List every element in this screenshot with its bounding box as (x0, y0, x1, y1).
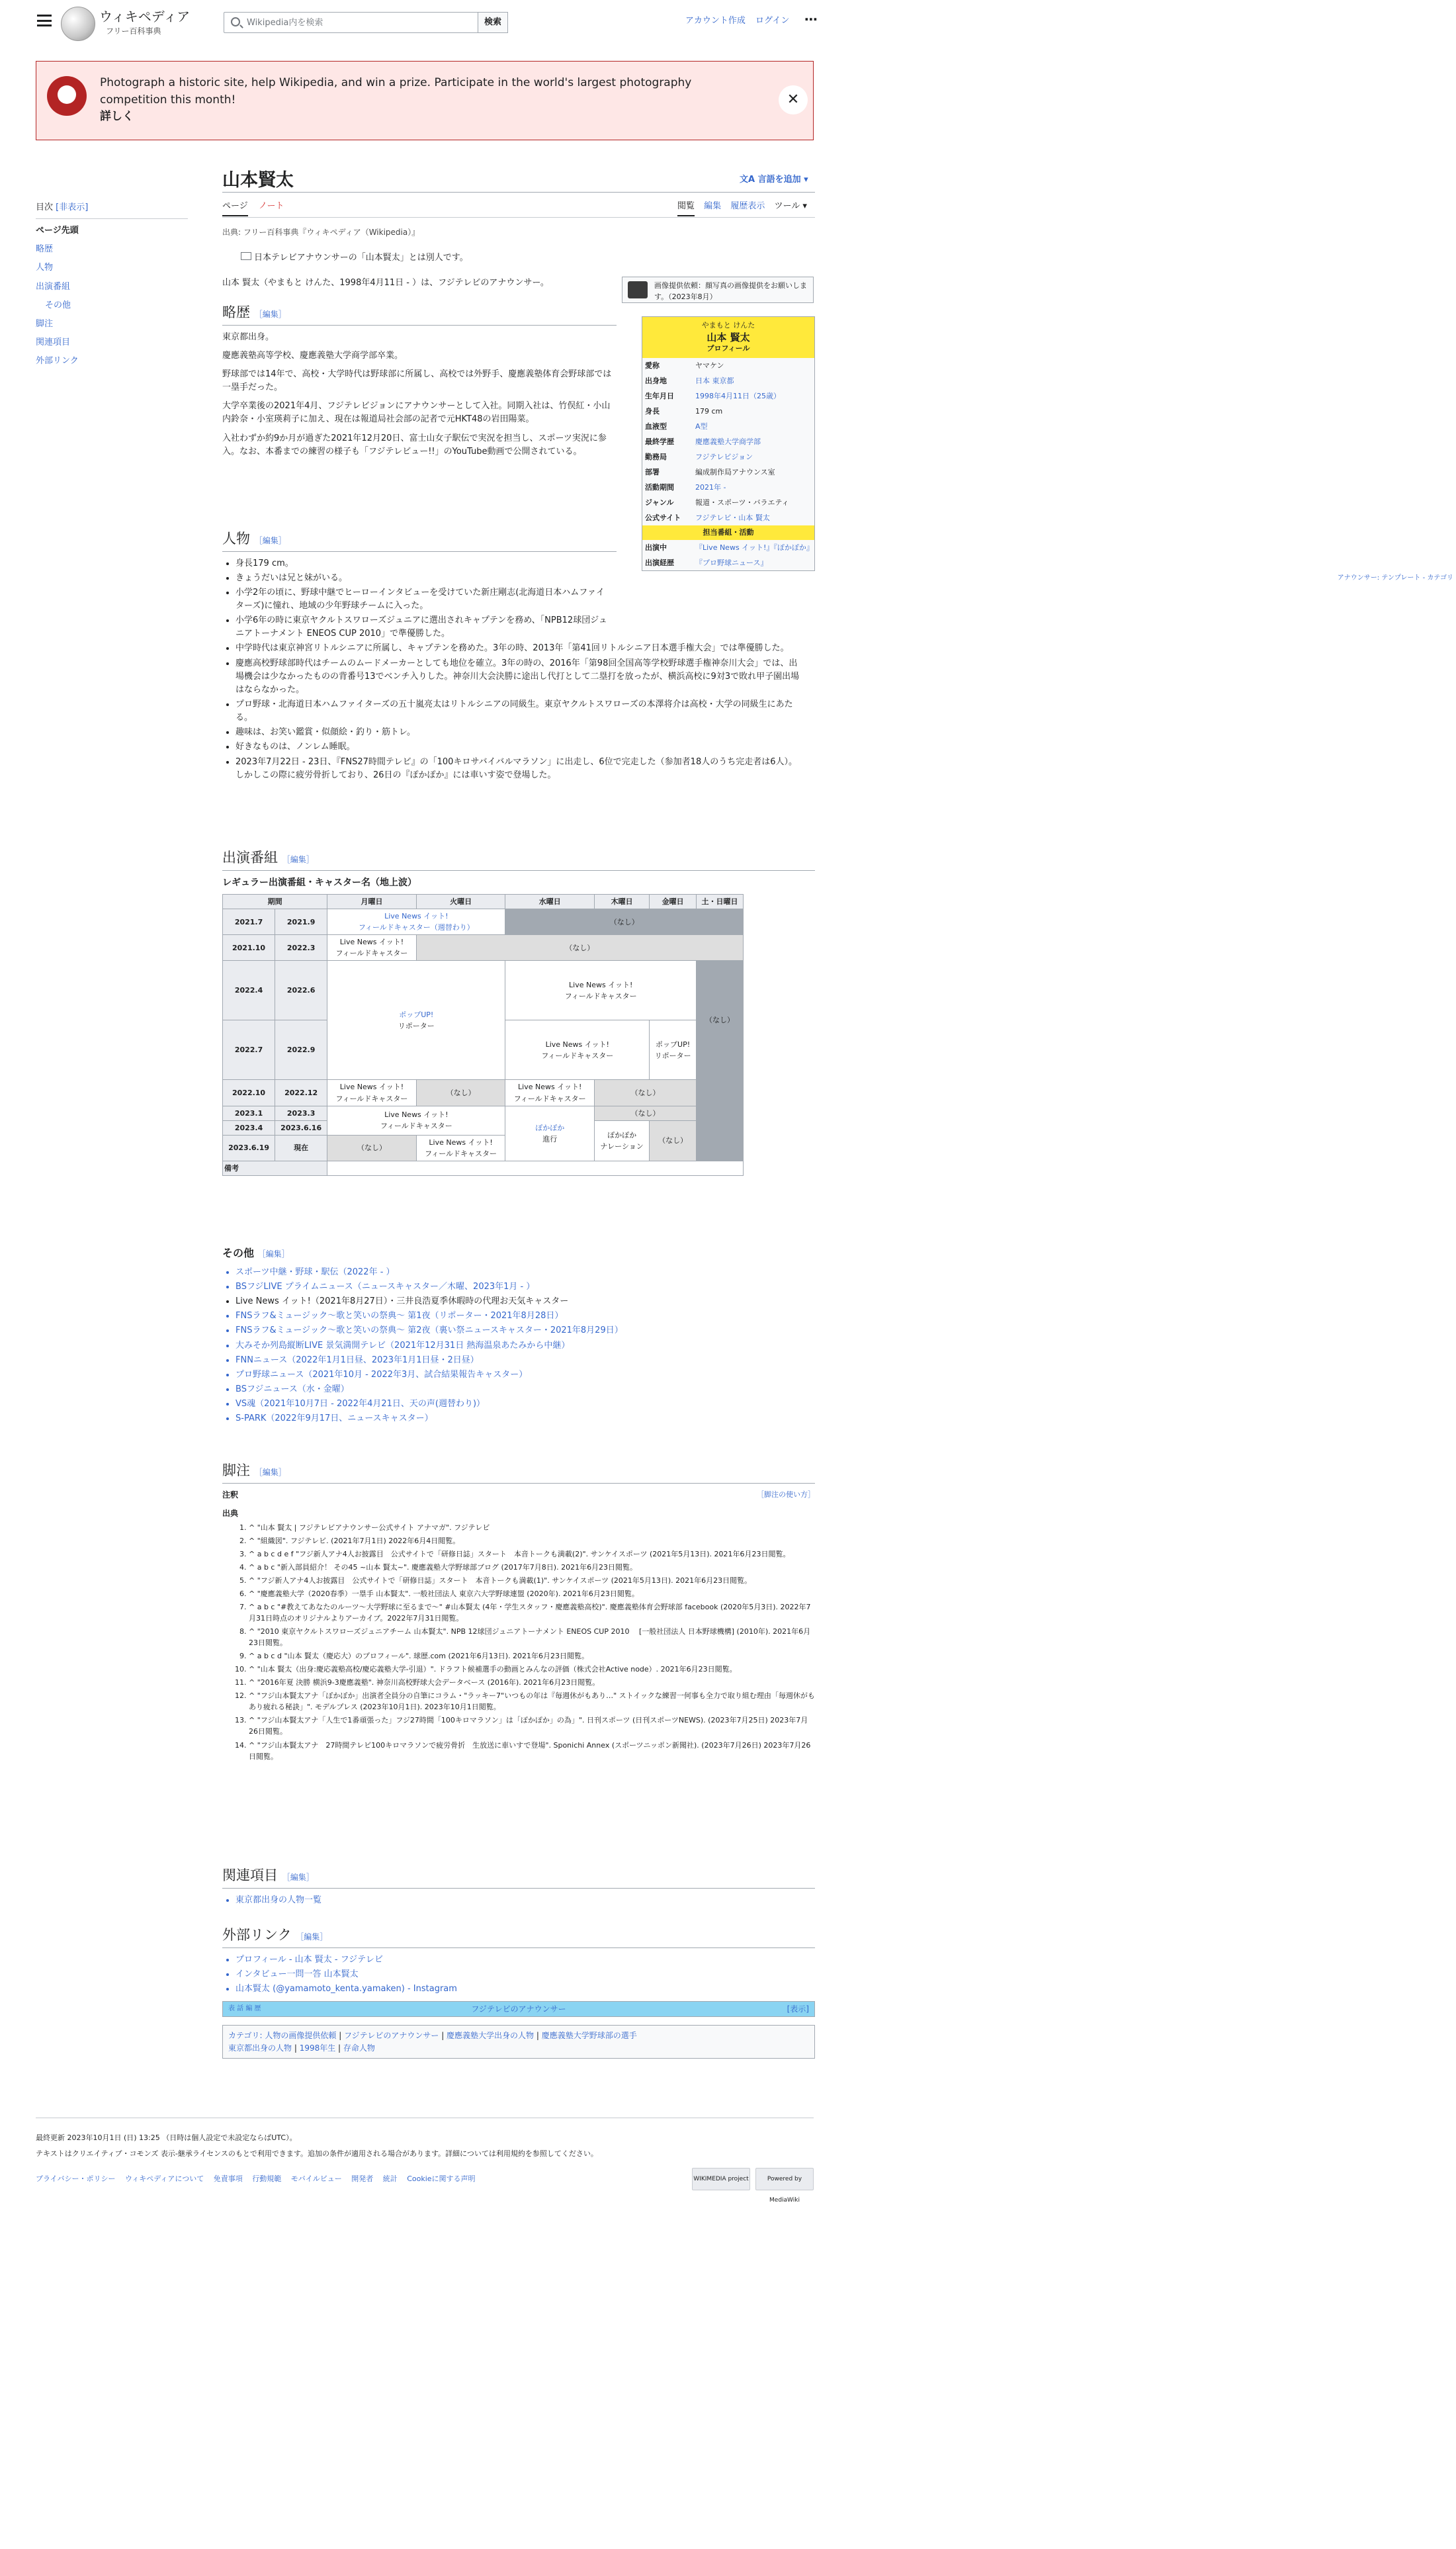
table-cell: （なし） (416, 935, 743, 961)
table-cell: Live News イット! フィールドキャスター (327, 1106, 505, 1135)
table-cell: ぽかぽか 進行 (505, 1106, 595, 1161)
reference-item: 4. ^ a b c "新入部員紹介！ その45 ~山本 賢太~". 慶應義塾大学野球部ブログ (2017年7月8日). 2021年6月23日閲覧。 (249, 1562, 815, 1573)
bio-paragraph: 入社わずか約9か月が過ぎた2021年12月20日、富士山女子駅伝で実況を担当し、スポーツ実況に参入。なお、本番までの練習の様子も「フジテレビュー!!」のYouTube動画で公開されている。 (222, 433, 607, 457)
footnote-help-link[interactable]: ［脚注の使い方］ (757, 1490, 815, 1499)
table-cell: Live News イット! フィールドキャスター (505, 961, 697, 1020)
infobox-profile-heading: プロフィール (707, 344, 750, 353)
table-cell: （なし） (416, 1080, 505, 1106)
bio-paragraph: 大学卒業後の2021年4月、フジテレビジョンにアナウンサーとして入社。同期入社は、竹俣紅・小山内鈴奈・小室瑛莉子に加え、現在は報道局社会部の記者で元HKT48の岩田陽菜。 (222, 401, 611, 425)
infobox-name: 山本 賢太 (707, 331, 750, 343)
tools-menu[interactable]: ツール ▾ (774, 201, 807, 211)
table-header: 火曜日 (416, 895, 505, 909)
categories-label[interactable]: カテゴリ: (228, 2031, 263, 2040)
category-link[interactable]: 存命人物 (343, 2043, 375, 2053)
table-cell: （なし） (505, 909, 744, 935)
footer-link[interactable]: モバイルビュー (290, 2174, 342, 2183)
table-row: 2022.7 2022.9 Live News イット! フィールドキャスター ポップUP! リポーター (223, 1020, 744, 1080)
infobox-row: 最終学歴 慶應義塾大学商学部 (645, 437, 761, 447)
bio-paragraph: 慶應義塾高等学校、慶應義塾大学商学部卒業。 (222, 350, 404, 361)
table-row: 2023.6.19 現在 （なし） Live News イット! フィールドキャスター (223, 1135, 744, 1161)
programs-section: 出演番組 ［編集］ レギュラー出演番組・キャスター名（地上波） 期間 月曜日 火曜日 水曜日 木曜日 金曜日 土・日曜日 2021.7 2021.9 Live News イット! フィールドキャスター（週替わり） （なし） 2021.10 2022.3 Live News イット! フィールドキャスター （なし） 2022.4 2022.6 ポップUP! リポーター Live News イット! フィールドキャスター （なし） 2022.7 2022.9 Live News イット! フィールドキャスター ポップUP! リポーター 2022.10 2022.12 Live News イット! フィールドキャスター （なし） Live News イット! フィールドキャスター （なし） 2023.1 2023.3 Live News イット! フィールドキャスター ぽかぽか 進行 （なし） 2023.4 2023.6.16 ぽかぽか ナレーション （なし） 2023.6.19 現在 （なし） Live News イット! フィールドキャスター 備考 (222, 847, 815, 1176)
list-item: • きょうだいは兄と妹がいる。 (236, 572, 818, 585)
category-link[interactable]: 人物の画像提供依頼 (265, 2031, 337, 2040)
main-menu-icon[interactable] (37, 15, 52, 26)
edit-section-link[interactable]: ［編集］ (254, 1468, 286, 1477)
create-account-link[interactable]: アカウント作成 (685, 16, 746, 26)
camera-icon (628, 281, 648, 298)
category-link[interactable]: フジテレビのアナウンサー (344, 2031, 439, 2040)
wiki-loves-monuments-icon (47, 76, 87, 116)
bio-paragraph: 東京都出身。 (222, 332, 275, 342)
category-link[interactable]: 慶應義塾大学出身の人物 (447, 2031, 535, 2040)
reference-item: 1. ^ "山本 賢太 | フジテレビアナウンサー公式サイト アナマガ". フジテレビ (249, 1522, 815, 1533)
toc-item[interactable]: 脚注 (36, 318, 54, 329)
list-item[interactable]: • インタビュー一問一答 山本賢太 (236, 1968, 815, 1981)
reference-item: 14. ^ "フジ山本賢太アナ 27時間テレビ100キロマラソンで疲労骨折 生放送に車いすで登場". Sponichi Annex (スポーツニッポン新聞社). (2023年7月26日) 2023年7月26日閲覧。 (249, 1740, 815, 1762)
list-item[interactable]: • FNSラフ&ミュージック〜歌と笑いの祭典〜 第2夜（裏い祭ニュースキャスター・2021年8月29日） (236, 1324, 815, 1337)
notes-section: 脚注 ［編集］ 注釈 ［脚注の使い方］ 出典 1. ^ "山本 賢太 | フジテレビアナウンサー公式サイト アナマガ". フジテレビ 2. ^ "組織図". フジテレビ. (2021年7月1日) 2022年6月4日閲覧。 3. ^ a b c d e f "フジ新人アナ4人お披露目 公式サイトで「研修日誌」スタート 本音トークも満載(2)". サンケイスポーツ (2021年5月13日). 2021年6月23日閲覧。 4. ^ a b c "新入部員紹介！ その45 ~山本 賢太~". 慶應義塾大学野球部ブログ (2017年7月8日). 2021年6月23日閲覧。 5. ^ "フジ新人アナ4人お披露目 公式サイトで「研修日誌」スタート 本音トークも満載(1)". サンケイスポーツ (2021年5月13日). 2021年6月23日閲覧。 6. ^ "慶應義塾大学（2020春季）一塁手 山本賢太". 一般社団法人 東京六大学野球連盟 (2020年). 2021年6月23日閲覧。 7. ^ a b c "#教えてあなたのルーツ～大学野球に至るまで～" #山本賢太 (4年・学生スタッフ・慶應義塾高校)". 慶應義塾体育会野球部 facebook (2020年5月3日). 2022年7月31日時点のオリジナルよりアーカイブ。2022年7月31日閲覧。 8. ^ "2010 東京ヤクルトスワローズジュニアチーム 山本賢太". NPB 12球団ジュニアトーナメント ENEOS CUP 2010 [一般社団法人 日本野球機構] (2010年). 2021年6月23日閲覧。 9. ^ a b c d "山本 賢太（慶応大）のプロフィール". 球歴.com (2021年6月13日). 2021年6月23日閲覧。 10. ^ "山本 賢太（出身:慶応義塾高校/慶応義塾大学-引退）". ドラフト候補選手の動画とみんなの評価（株式会社Active node）. 2021年6月23日閲覧。 11. ^ "2016年夏 決勝 横浜9-3慶應義塾". 神奈川高校野球大会データベース (2016年). 2021年6月23日閲覧。 12. ^ "フジ山本賢太アナ「ぽかぽか」出演者全員分の自筆にコラム・"ラッキー7"いつもの年は『毎週休がもあり…" ストイックな練習一何事も全力で取り組む理由「毎週休がもあり疲れる秘訣」". モデルプレス (2023年10月1日). 2023年10月1日閲覧。 13. ^ "フジ山本賢太アナ「人生で1番頑張った」フジ27時間「100キロマラソン」は「ぽかぽか」の為」". 日刊スポーツ (日刊スポーツNEWS). (2023年7月25日) 2023年7月26日閲覧。 14. ^ "フジ山本賢太アナ 27時間テレビ100キロマラソンで疲労骨折 生放送に車いすで登場". Sponichi Annex (スポーツニッポン新聞社). (2023年7月26日) 2023年7月26日閲覧。 (222, 1460, 815, 1764)
infobox-row: 公式サイト フジテレビ・山本 賢太 (645, 514, 770, 523)
reference-item: 10. ^ "山本 賢太（出身:慶応義塾高校/慶応義塾大学-引退）". ドラフト候補選手の動画とみんなの評価（株式会社Active node）. 2021年6月23日閲覧。 (249, 1664, 815, 1675)
mediawiki-badge[interactable]: Powered by MediaWiki (755, 2168, 814, 2190)
infobox-row: 血液型 A型 (645, 422, 708, 431)
table-row: 2022.10 2022.12 Live News イット! フィールドキャスター （なし） Live News イット! フィールドキャスター （なし） (223, 1080, 744, 1106)
table-cell: （なし） (595, 1106, 697, 1120)
table-row: 2022.4 2022.6 ポップUP! リポーター Live News イット! フィールドキャスター （なし） (223, 961, 744, 1020)
table-cell: Live News イット! フィールドキャスター (416, 1135, 505, 1161)
table-header: 金曜日 (650, 895, 697, 909)
list-item[interactable]: • S-PARK（2022年9月17日、ニュースキャスター） (236, 1412, 815, 1425)
footer-link[interactable]: Cookieに関する声明 (407, 2174, 476, 2183)
external-links-section: 外部リンク ［編集］ • プロフィール - 山本 賢太 - フジテレビ • インタビュー一問一答 山本賢太 • 山本賢太 (@yamamoto_kenta.yamaken) - Instagram (222, 1924, 815, 1997)
hatnote: 日本テレビアナウンサーの「山本賢太」とは別人です。 (241, 251, 468, 265)
infobox-row: 出演経歴 『プロ野球ニュース』 (645, 558, 768, 567)
edit-section-link[interactable]: ［編集］ (254, 536, 286, 545)
wordmark[interactable]: ウィキペディア (99, 9, 191, 24)
person-section: 人物 ［編集］ • 身長179 cm。 • きょうだいは兄と妹がいる。 • 小学2年の頃に、野球中継でヒーローインタビューを受けていた新庄剛志(北海道日本ハムファイターズ)に憧れ、地域の少年野球チームに入った。 • 小学6年の時に東京ヤクルトスワローズジュニアに選出されキャプテンを務め、「NPB12球団ジュニアトーナメント ENEOS CUP 2010」で準優勝した。 • 中学時代は東京神宮リトルシニアに所属し、キャプテンを務めた。3年の時、2013年「第41回リトルシニア日本選手権大会」では準優勝した。 • 慶應高校野球部時代はチームのムードメーカーとしても地位を確立。3年の時の、2016年「第98回全国高等学校野球選手権神奈川大会」では、出場機会は少なかったものの背番号13でベンチ入りした。神奈川大会決勝に途出し代打として二塁打を放ったが、横浜高校に9対3で敗れ甲子園出場はならなかった。 • プロ野球・北海道日本ハムファイターズの五十嵐亮太はリトルシニアの同級生。東京ヤクルトスワローズの本澤将介は高校・大学の同級生にあたる。 • 趣味は、お笑い鑑賞・似顔絵・釣り・筋トレ。 • 好きなものは、ノンレム睡眠。 • 2023年7月22日 - 23日、『FNS27時間テレビ』の「100キロサバイバルマラソン」に出走し、6位で完走した（参加者18人のうち完走者は6人）。しかしこの際に疲労骨折しており、26日の『ぽかぽか』には車いす姿で登場した。 (222, 528, 815, 783)
title-divider (222, 192, 815, 193)
list-item[interactable]: • プロ野球ニュース（2021年10月 - 2022年3月、試合結果報告キャスター） (236, 1368, 815, 1382)
reference-item: 11. ^ "2016年夏 決勝 横浜9-3慶應義塾". 神奈川高校野球大会データベース (2016年). 2021年6月23日閲覧。 (249, 1677, 815, 1688)
list-item[interactable]: • FNNニュース（2022年1月1日昼、2023年1月1日昼・2日昼） (236, 1354, 815, 1367)
table-cell: （なし） (327, 1135, 417, 1161)
tab-read[interactable]: 閲覧 (677, 201, 695, 216)
list-item: • 小学6年の時に東京ヤクルトスワローズジュニアに選出されキャプテンを務め、「NPB12球団ジュニアトーナメント ENEOS CUP 2010」で準優勝した。 (236, 614, 613, 641)
page-subtitle: 出典: フリー百科事典『ウィキペディア（Wikipedia）』 (222, 228, 420, 237)
table-cell: ポップUP! リポーター (650, 1020, 697, 1080)
toc-title: 目次 (36, 202, 54, 212)
table-row: 2021.10 2022.3 Live News イット! フィールドキャスター （なし） (223, 935, 744, 961)
reference-item: 7. ^ a b c "#教えてあなたのルーツ～大学野球に至るまで～" #山本賢太 (4年・学生スタッフ・慶應義塾高校)". 慶應義塾体育会野球部 facebook (2020年5月3日). 2022年7月31日時点のオリジナルよりアーカイブ。2022年7月31日閲覧。 (249, 1601, 815, 1624)
list-item: • 中学時代は東京神宮リトルシニアに所属し、キャプテンを務めた。3年の時、2013年「第41回リトルシニア日本選手権大会」では準優勝した。 (236, 642, 804, 655)
reference-item: 2. ^ "組織図". フジテレビ. (2021年7月1日) 2022年6月4日閲覧。 (249, 1535, 815, 1546)
list-item[interactable]: • FNSラフ&ミュージック〜歌と笑いの祭典〜 第1夜（リポーター・2021年8月28日） (236, 1310, 815, 1323)
list-item[interactable]: • BSフジニュース（水・金曜） (236, 1383, 815, 1396)
search-input[interactable]: Wikipedia内を検索 (247, 18, 323, 28)
banner-text: Photograph a historic site, help Wikipedia, and win a prize. Participate in the world's largest photography competition this month! (100, 76, 692, 107)
table-row: 2021.7 2021.9 Live News イット! フィールドキャスター（週替わり） （なし） (223, 909, 744, 935)
list-item[interactable]: • スポーツ中継・野球・駅伝（2022年 - ） (236, 1266, 815, 1279)
search-button[interactable]: 検索 (478, 12, 508, 33)
footer-link[interactable]: 免責事項 (213, 2174, 243, 2183)
list-item: • 小学2年の頃に、野球中継でヒーローインタビューを受けていた新庄剛志(北海道日本ハムファイターズ)に憧れ、地域の少年野球チームに入った。 (236, 586, 613, 613)
edit-section-link[interactable]: ［編集］ (282, 1873, 314, 1882)
footer-link[interactable]: 行動規範 (252, 2174, 282, 2183)
last-updated: 最終更新 2023年10月1日 (日) 13:25 （日時は個人設定で未設定ならばUTC）。 (36, 2133, 297, 2142)
table-of-contents (36, 199, 188, 371)
list-item[interactable]: • 大みそか列島縦断LIVE 景気満開テレビ（2021年12月31日 熱海温泉あたみから中継） (236, 1339, 815, 1353)
infobox-table (642, 358, 814, 526)
site-header (0, 0, 849, 46)
table-header: 土・日曜日 (697, 895, 744, 909)
footer-link[interactable]: ウィキペディアについて (124, 2174, 204, 2183)
table-header: 水曜日 (505, 895, 595, 909)
translate-icon: 文A (740, 175, 758, 185)
table-header: 月曜日 (327, 895, 417, 909)
disambiguation-icon (241, 252, 251, 260)
footer-link[interactable]: 統計 (382, 2174, 398, 2183)
list-item: • プロ野球・北海道日本ハムファイターズの五十嵐亮太はリトルシニアの同級生。東京ヤクルトスワローズの本澤将介は高校・大学の同級生にあたる。 (236, 698, 804, 725)
toc-item[interactable]: 略歴 (36, 244, 54, 255)
infobox-row: 出身地 日本 東京都 (645, 376, 734, 385)
list-item: • 慶應高校野球部時代はチームのムードメーカーとしても地位を確立。3年の時の、2016年「第98回全国高等学校野球選手権神奈川大会」では、出場機会は少なかったものの背番号13でベンチ入りした。神奈川大会決勝に途出し代打として二塁打を放ったが、横浜高校に9対3で敗れ甲子園出場はならなかった。 (236, 657, 804, 697)
reference-item: 3. ^ a b c d e f "フジ新人アナ4人お披露目 公式サイトで「研修日誌」スタート 本音トークも満載(2)". サンケイスポーツ (2021年5月13日). 2021年6月23日閲覧。 (249, 1548, 815, 1560)
lead-paragraph: 山本 賢太（やまもと けんた、1998年4月11日 - ）は、フジテレビのアナウンサー。 (222, 278, 549, 288)
tabs-divider (222, 217, 815, 218)
edit-section-link[interactable]: ［編集］ (254, 310, 286, 320)
list-item[interactable]: • プロフィール - 山本 賢太 - フジテレビ (236, 1953, 815, 1967)
references-list (222, 1522, 815, 1762)
reference-item: 13. ^ "フジ山本賢太アナ「人生で1番頑張った」フジ27時間「100キロマラソン」は「ぽかぽか」の為」". 日刊スポーツ (日刊スポーツNEWS). (2023年7月25日) 2023年7月26日閲覧。 (249, 1715, 815, 1737)
infobox-section-heading: 担当番組・活動 (642, 525, 814, 539)
toc-hide-button[interactable]: [非表示] (56, 202, 89, 212)
footer-link[interactable]: プライバシー・ポリシー (36, 2174, 116, 2183)
table-cell: （なし） (595, 1080, 697, 1106)
bio-paragraph: 野球部では14年で、高校・大学時代は野球部に所属し、高校では外野手、慶應義塾体育会野球部では一塁手だった。 (222, 369, 612, 393)
article-body (222, 277, 617, 464)
schedule-table (222, 894, 744, 1176)
reference-item: 8. ^ "2010 東京ヤクルトスワローズジュニアチーム 山本賢太". NPB 12球団ジュニアトーナメント ENEOS CUP 2010 [一般社団法人 日本野球機構] (2010年). 2021年6月23日閲覧。 (249, 1626, 815, 1648)
wikimedia-badge[interactable]: WIKIMEDIA project (692, 2168, 750, 2190)
edit-section-link[interactable]: ［編集］ (296, 1932, 328, 1942)
infobox-kana: やまもと けんた (701, 321, 755, 330)
campaign-banner (36, 61, 814, 140)
tab-edit[interactable]: 編集 (704, 201, 722, 211)
table-cell: ポップUP! リポーター (327, 961, 505, 1080)
toc-item[interactable]: ページ先頭 (36, 226, 79, 236)
table-row: 2023.1 2023.3 Live News イット! フィールドキャスター ぽかぽか 進行 （なし） (223, 1106, 744, 1120)
table-header: 木曜日 (595, 895, 650, 909)
footer-link[interactable]: 開発者 (351, 2174, 374, 2183)
reference-item: 5. ^ "フジ新人アナ4人お披露目 公式サイトで「研修日誌」スタート 本音トークも満載(1)". サンケイスポーツ (2021年5月13日). 2021年6月23日閲覧。 (249, 1575, 815, 1586)
table-cell: ぽかぽか ナレーション (595, 1120, 650, 1161)
table-cell: Live News イット! フィールドキャスター (327, 935, 417, 961)
search-icon (231, 17, 240, 26)
edit-section-link[interactable]: ［編集］ (257, 1249, 290, 1259)
navbox-title[interactable]: フジテレビのアナウンサー (471, 2004, 566, 2014)
list-item: • 身長179 cm。 (236, 557, 818, 570)
edit-section-link[interactable]: ［編集］ (282, 855, 314, 864)
list-item: • 趣味は、お笑い鑑賞・似顔絵・釣り・筋トレ。 (236, 726, 818, 739)
tab-page[interactable]: ページ (222, 201, 248, 216)
toc-item[interactable]: 出演番組 (36, 281, 71, 292)
navbox-vte[interactable]: 表 話 編 歴 (228, 2005, 261, 2012)
wikipedia-logo-icon[interactable] (61, 7, 95, 41)
table-row: 備考 (223, 1161, 744, 1175)
sources-subheading: 出典 (222, 1509, 239, 1519)
category-link[interactable]: 慶應義塾大学野球部の選手 (541, 2031, 637, 2040)
category-link[interactable]: 1998年生 (299, 2043, 336, 2053)
table-cell: Live News イット! フィールドキャスター (505, 1020, 650, 1080)
category-link[interactable]: 東京都出身の人物 (228, 2043, 292, 2053)
add-language-button[interactable]: 文A 言語を追加 ▾ (740, 175, 808, 185)
list-item: • 2023年7月22日 - 23日、『FNS27時間テレビ』の「100キロサバイバルマラソン」に出走し、6位で完走した（参加者18人のうち完走者は6人）。しかしこの際に疲労骨折しており、26日の『ぽかぽか』には車いす姿で登場した。 (236, 756, 804, 782)
infobox-row: 生年月日 1998年4月11日（25歳） (645, 392, 781, 401)
reference-item: 6. ^ "慶應義塾大学（2020春季）一塁手 山本賢太". 一般社団法人 東京六大学野球連盟 (2020年). 2021年6月23日閲覧。 (249, 1588, 815, 1599)
toc-item[interactable]: 外部リンク (36, 356, 79, 367)
more-options-icon[interactable]: ⋯ (804, 11, 818, 27)
tagline: フリー百科事典 (106, 26, 161, 36)
infobox-row: 出演中 『Live News イット!』『ぽかぽか』 (645, 543, 814, 552)
section-heading-bio: 略歴 ［編集］ (222, 302, 617, 326)
other-section: その他 ［編集］ • スポーツ中継・野球・駅伝（2022年 - ） • BSフジLIVE プライムニュース（ニュースキャスター／木曜、2023年1月 - ） • Live News イット!（2021年8月27日）・三井良浩夏季休暇時の代理お天気キャスター • FNSラフ&ミュージック〜歌と笑いの祭典〜 第1夜（リポーター・2021年8月28日） • FNSラフ&ミュージック〜歌と笑いの祭典〜 第2夜（裏い祭ニュースキャスター・2021年8月29日） • 大みそか列島縦断LIVE 景気満開テレビ（2021年12月31日 熱海温泉あたみから中継） • FNNニュース（2022年1月1日昼、2023年1月1日昼・2日昼） • プロ野球ニュース（2021年10月 - 2022年3月、試合結果報告キャスター） • BSフジニュース（水・金曜） • VS魂（2021年10月7日 - 2022年4月21日、天の声(週替わり)） • S-PARK（2022年9月17日、ニュースキャスター） (222, 1241, 815, 1427)
infobox-row: 勤務局 フジテレビジョン (645, 453, 753, 462)
navbox-toggle[interactable]: [表示] (787, 2004, 809, 2014)
list-item: • Live News イット!（2021年8月27日）・三井良浩夏季休暇時の代理お天気キャスター (236, 1295, 815, 1308)
related-section: 関連項目 ［編集］ • 東京都出身の人物一覧 (222, 1865, 815, 1908)
list-item[interactable]: • VS魂（2021年10月7日 - 2022年4月21日、天の声(週替わり)） (236, 1398, 815, 1411)
image-request-notice (622, 277, 814, 303)
list-item: • 好きなものは、ノンレム睡眠。 (236, 740, 818, 754)
infobox-row: 愛称 ヤマケン (645, 361, 724, 370)
table-cell: Live News イット! フィールドキャスター (327, 1080, 417, 1106)
page-title: 山本賢太 (222, 170, 294, 191)
banner-link[interactable]: 詳しく (100, 110, 134, 123)
table-header: 期間 (223, 895, 327, 909)
infobox-row: 部署 編成制作局アナウンス室 (645, 468, 775, 477)
navbox (222, 2001, 815, 2017)
close-icon[interactable]: ✕ (779, 85, 808, 114)
categories-box: カテゴリ: 人物の画像提供依頼 | フジテレビのアナウンサー | 慶應義塾大学出身の人物 | 慶應義塾大学野球部の選手 東京都出身の人物 | 1998年生 | 存命人物 (222, 2025, 815, 2059)
search-box[interactable] (224, 12, 508, 33)
table-cell: Live News イット! フィールドキャスター (505, 1080, 595, 1106)
infobox-row: ジャンル 報道・スポーツ・バラエティ (645, 498, 789, 508)
list-item[interactable]: • 山本賢太 (@yamamoto_kenta.yamaken) - Instagram (236, 1983, 815, 1996)
list-item[interactable]: • BSフジLIVE プライムニュース（ニュースキャスター／木曜、2023年1月 - ） (236, 1280, 815, 1294)
reference-item: 12. ^ "フジ山本賢太アナ「ぽかぽか」出演者全員分の自筆にコラム・"ラッキー7"いつもの年は『毎週休がもあり…" ストイックな練習一何事も全力で取り組む理由「毎週休がもあり疲れる秘訣」". モデルプレス (2023年10月1日). 2023年10月1日閲覧。 (249, 1690, 815, 1713)
infobox-row: 活動期間 2021年 - (645, 483, 726, 492)
reference-item: 9. ^ a b c d "山本 賢太（慶応大）のプロフィール". 球歴.com (2021年6月13日). 2021年6月23日閲覧。 (249, 1650, 815, 1662)
list-item[interactable]: • 東京都出身の人物一覧 (236, 1894, 815, 1907)
toc-item[interactable]: 人物 (36, 263, 54, 273)
table-cell[interactable]: Live News イット! フィールドキャスター（週替わり） (327, 909, 505, 935)
table-row: 2023.4 2023.6.16 ぽかぽか ナレーション （なし） (223, 1120, 744, 1135)
toc-item[interactable]: その他 (45, 300, 71, 310)
infobox-footer[interactable]: アナウンサー: テンプレート - カテゴリ (1337, 574, 1453, 582)
license-text: テキストはクリエイティブ・コモンズ 表示-継承ライセンスのもとで利用できます。追加の条件が適用される場合があります。詳細については利用規約を参照してください。 (36, 2149, 598, 2158)
infobox-row: 身長 179 cm (645, 407, 723, 416)
tab-talk[interactable]: ノート (258, 201, 284, 211)
table-cell: （なし） (697, 961, 744, 1080)
image-request-text: 画像提供依頼：顔写真の画像提供をお願いします。（2023年8月） (654, 281, 807, 302)
notes-subheading: 注釈 (222, 1490, 239, 1499)
tab-history[interactable]: 履歴表示 (730, 201, 765, 211)
table-cell: （なし） (650, 1120, 697, 1161)
login-link[interactable]: ログイン (755, 16, 790, 26)
programs-subheading: レギュラー出演番組・キャスター名（地上波） (222, 877, 417, 888)
toc-item[interactable]: 関連項目 (36, 337, 71, 347)
